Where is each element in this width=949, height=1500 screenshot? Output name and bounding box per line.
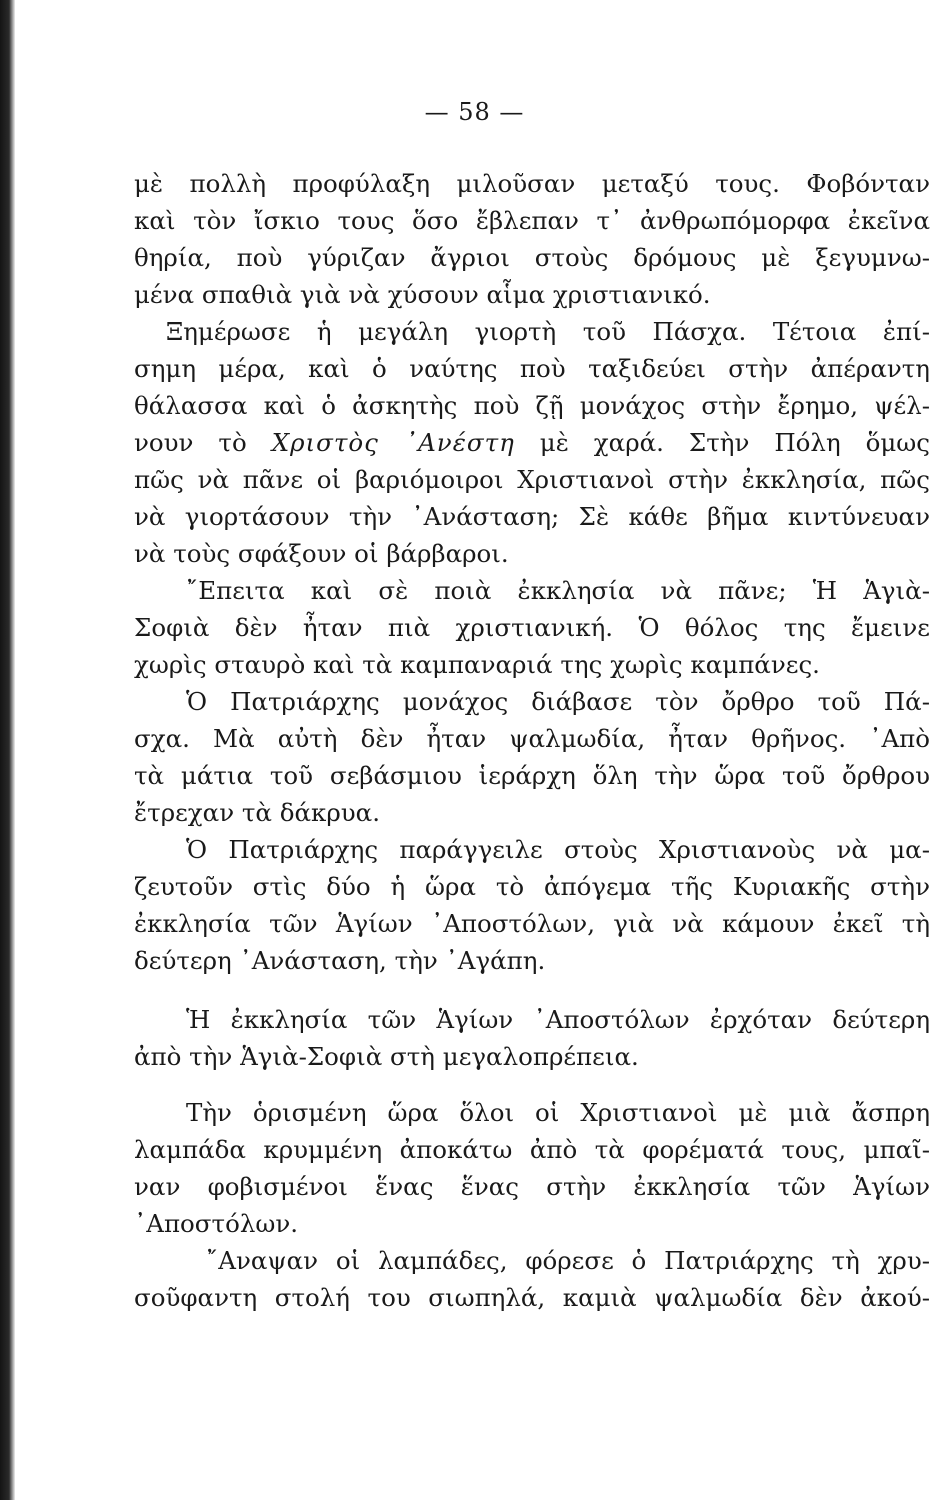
text-line: Ἡ ἐκκλησία τῶν Ἁγίων ᾿Αποστόλων ἐρχόταν δεύτερη [186,1005,930,1034]
text-line: νὰ γιορτάσουν τὴν ᾿Ανάσταση; Σὲ κάθε βῆμα κιντύνευαν [134,502,930,531]
text-line: δεύτερη ᾿Ανάσταση, τὴν ᾿Αγάπη. [134,946,546,975]
text-line: ἐκκλησία τῶν Ἁγίων ᾿Αποστόλων, γιὰ νὰ κάμουν ἐκεῖ τὴ [134,909,930,938]
text-line: ἔτρεχαν τὰ δάκρυα. [134,798,380,827]
text-line: Ξημέρωσε ἡ μεγάλη γιορτὴ τοῦ Πάσχα. Τέτοια ἐπί- [166,317,930,346]
text-line: λαμπάδα κρυμμένη ἀποκάτω ἀπὸ τὰ φορέματά τους, μπαῖ- [134,1135,930,1164]
text-line: θηρία, ποὺ γύριζαν ἄγριοι στοὺς δρόμους μὲ ξεγυμνω- [134,243,930,272]
text-line: μὲ πολλὴ προφύλαξη μιλοῦσαν μεταξύ τους. Φοβόνταν [134,169,930,198]
text-line: νὰ τοὺς σφάξουν οἱ βάρβαροι. [134,539,509,568]
text-line: ᾿Αποστόλων. [134,1209,299,1238]
text-line: χωρὶς σταυρὸ καὶ τὰ καμπαναριά της χωρὶς καμπάνες. [134,650,820,679]
text-fragment: νουν τὸ [134,428,247,457]
text-line: Σοφιὰ δὲν ἦταν πιὰ χριστιανική. Ὁ θόλος της ἔμεινε [134,613,930,642]
text-line: πῶς νὰ πᾶνε οἱ βαριόμοιροι Χριστιανοὶ στὴν ἐκκλησία, πῶς [134,465,930,494]
text-line: ζευτοῦν στὶς δύο ἡ ὥρα τὸ ἀπόγεμα τῆς Κυριακῆς στὴν [134,872,930,901]
text-fragment: μὲ χαρά. Στὴν Πόλη ὅμως [539,428,930,457]
text-line-with-emphasis [134,427,930,459]
text-line: σοῦφαντη στολή του σιωπηλά, καμιὰ ψαλμωδία δὲν ἀκού- [134,1283,930,1312]
page-number: — 58 — [424,98,525,126]
emphasized-phrase: Χριστὸς ᾿Ανέστη [271,428,515,457]
text-line: σχα. Μὰ αὐτὴ δὲν ἦταν ψαλμωδία, ἦταν θρῆνος. ᾿Απὸ [134,724,930,753]
text-line: Τὴν ὁρισμένη ὥρα ὅλοι οἱ Χριστιανοὶ μὲ μιὰ ἄσπρη [186,1098,930,1127]
text-line: θάλασσα καὶ ὁ ἀσκητὴς ποὺ ζῇ μονάχος στὴν ἔρημο, ψέλ- [134,391,930,420]
text-line: Ὁ Πατριάρχης μονάχος διάβασε τὸν ὄρθρο τοῦ Πά- [186,687,930,716]
text-line: Ὁ Πατριάρχης παράγγειλε στοὺς Χριστιανοὺς νὰ μα- [186,835,930,864]
text-line: ναν φοβισμένοι ἕνας ἕνας στὴν ἐκκλησία τῶν Ἁγίων [134,1172,930,1201]
text-line: καὶ τὸν ἴσκιο τους ὅσο ἔβλεπαν τ᾽ ἀνθρωπόμορφα ἐκεῖνα [134,206,930,235]
text-line: ῎Αναψαν οἱ λαμπάδες, φόρεσε ὁ Πατριάρχης τὴ χρυ- [206,1246,930,1275]
text-line: σημη μέρα, καὶ ὁ ναύτης ποὺ ταξιδεύει στὴν ἀπέραντη [134,354,930,383]
text-line: ἀπὸ τὴν Ἁγιὰ-Σοφιὰ στὴ μεγαλοπρέπεια. [134,1042,639,1071]
text-line: μένα σπαθιὰ γιὰ νὰ χύσουν αἷμα χριστιανικό. [134,280,711,309]
text-line: τὰ μάτια τοῦ σεβάσμιου ἱεράρχη ὅλη τὴν ὥρα τοῦ ὄρθρου [134,761,930,790]
text-line: ῎Επειτα καὶ σὲ ποιὰ ἐκκλησία νὰ πᾶνε; Ἡ Ἁγιὰ- [186,576,930,605]
